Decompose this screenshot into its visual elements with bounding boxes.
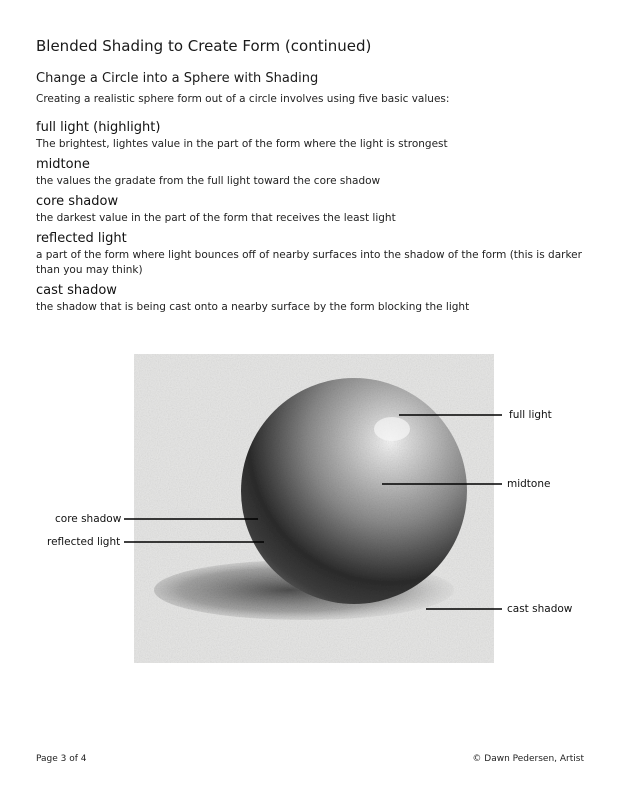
term-definition: a part of the form where light bounces off of nearby surfaces into the shadow of the form (this is darker than you may think) — [36, 249, 582, 276]
label-cast-shadow: cast shadow — [507, 603, 573, 615]
label-midtone: midtone — [507, 478, 551, 490]
label-reflected-light: reflected light — [47, 536, 121, 548]
section-title: Change a Circle into a Sphere with Shading — [36, 71, 319, 86]
term-name: midtone — [36, 157, 90, 172]
term-name: reflected light — [36, 231, 127, 246]
term-name: core shadow — [36, 194, 119, 209]
term-definition: the darkest value in the part of the form that receives the least light — [36, 212, 396, 224]
copyright-credit: © Dawn Pedersen, Artist — [472, 754, 584, 764]
label-core-shadow: core shadow — [55, 513, 122, 525]
term-definition: The brightest, lightes value in the part of the form where the light is strongest — [36, 138, 448, 150]
page-number: Page 3 of 4 — [36, 754, 87, 764]
intro-text: Creating a realistic sphere form out of a circle involves using five basic values: — [36, 93, 450, 105]
page-title: Blended Shading to Create Form (continued) — [36, 37, 372, 55]
term-definition: the shadow that is being cast onto a nearby surface by the form blocking the light — [36, 301, 470, 313]
label-full-light: full light — [509, 409, 552, 421]
term-name: full light (highlight) — [36, 120, 161, 135]
term-definition: the values the gradate from the full light toward the core shadow — [36, 175, 381, 187]
term-name: cast shadow — [36, 283, 117, 298]
